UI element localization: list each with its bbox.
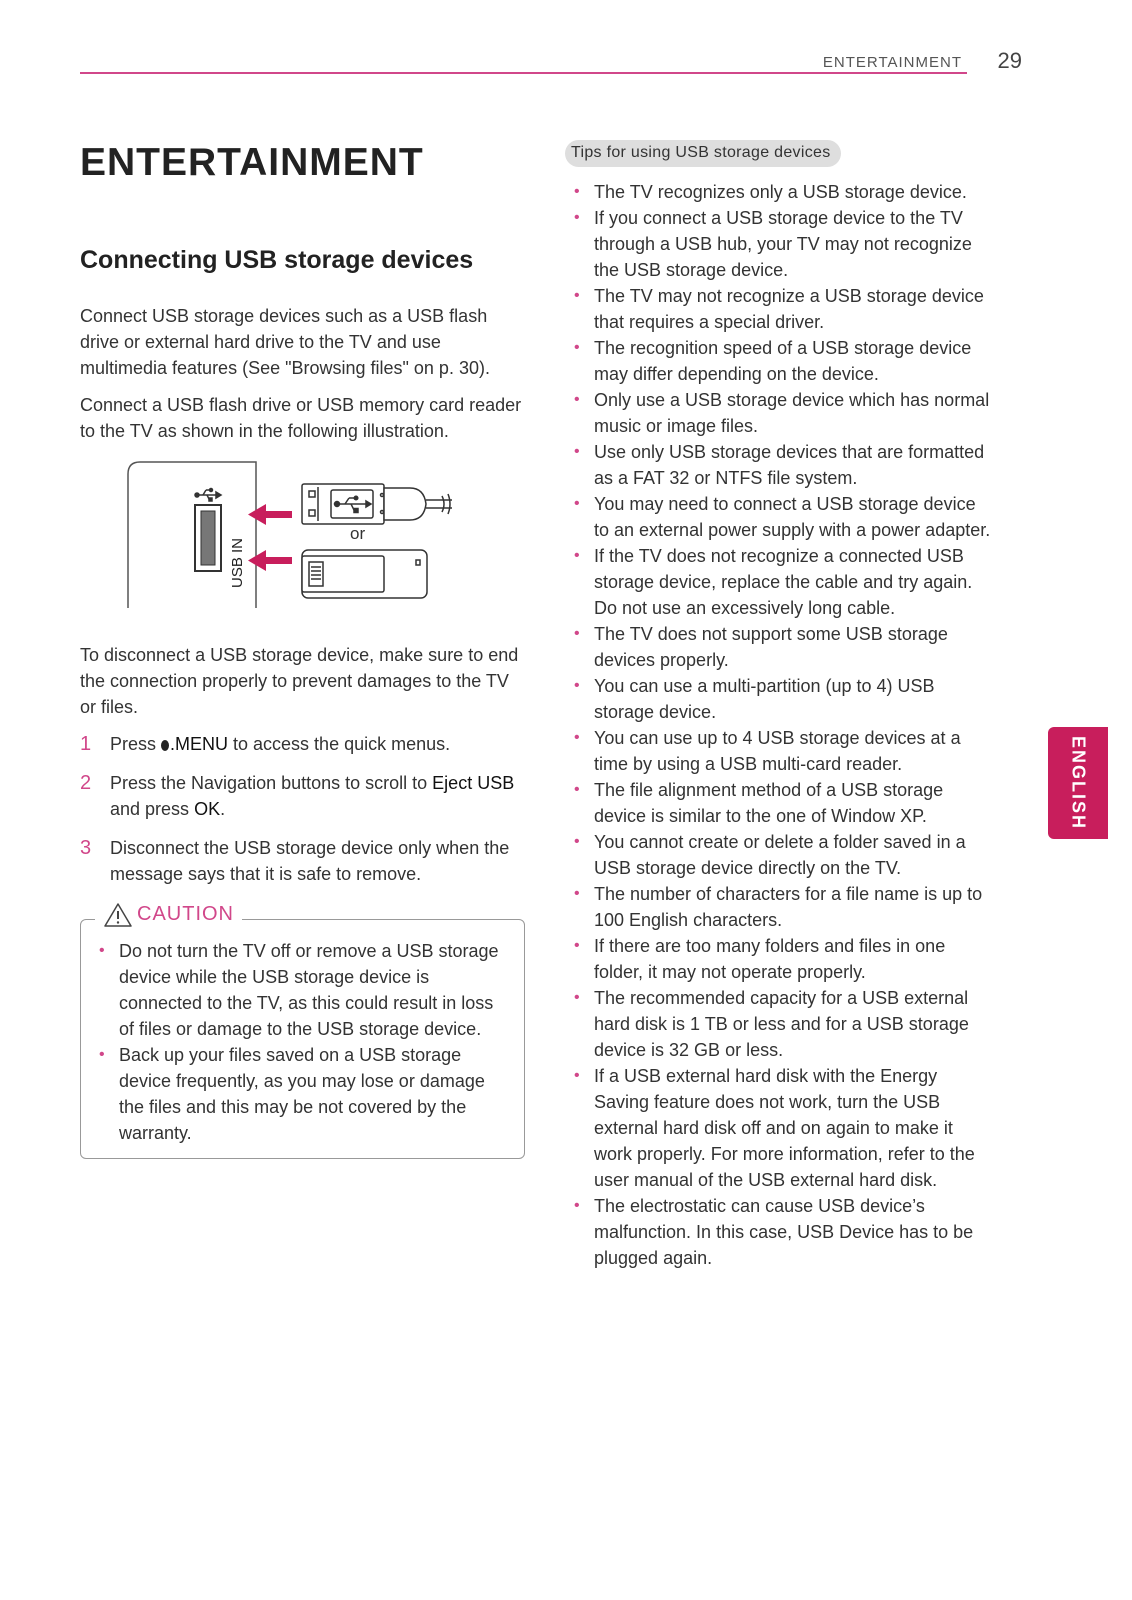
tip-item: • If the TV does not recognize a connected USB storage device, replace the cable and try again. Do not use an excessively long cable. — [574, 543, 995, 621]
step-text: and press — [110, 798, 195, 819]
step-text: to access the quick menus. — [228, 733, 451, 754]
caution-box — [80, 903, 525, 1159]
tips-heading: Tips for using USB storage devices — [565, 140, 841, 167]
ok-key: OK — [194, 798, 221, 819]
tip-item: • The file alignment method of a USB storage device is similar to the one of Window XP. — [574, 777, 995, 829]
warning-triangle-icon — [103, 902, 133, 928]
tip-item: • Use only USB storage devices that are formatted as a FAT 32 or NTFS file system. — [574, 439, 995, 491]
intro-paragraph: Connect USB storage devices such as a USB flash drive or external hard drive to the TV and use multimedia features (See "Browsing files" on p. 30). — [80, 305, 490, 378]
tip-item: • You may need to connect a USB storage device to an external power supply with a power adapter. — [574, 491, 995, 543]
header-section: ENTERTAINMENT — [822, 54, 962, 71]
step-item — [80, 731, 525, 757]
step-number: 1 — [80, 732, 92, 755]
header-rule — [80, 72, 967, 74]
caution-label: CAUTION — [137, 903, 234, 926]
disconnect-paragraph: To disconnect a USB storage device, make sure to end the connection properly to prevent damages to the TV or files. — [80, 644, 519, 717]
tip-item: • Only use a USB storage device which has normal music or image files. — [574, 387, 995, 439]
tip-item: • The electrostatic can cause USB device’s malfunction. In this case, USB Device has to be plugged again. — [574, 1193, 995, 1271]
section-subtitle: Connecting USB storage devices — [80, 245, 474, 274]
or-label: or — [350, 523, 366, 543]
usb-flash-drive-icon — [302, 550, 427, 598]
connect-paragraph: Connect a USB flash drive or USB memory card reader to the TV as shown in the following illustration. — [80, 394, 522, 441]
usb-in-label: USB IN — [229, 537, 246, 588]
tip-item: • The TV does not support some USB storage devices properly. — [574, 621, 995, 673]
step-text: Disconnect the USB storage device only when the message says that it is safe to remove. — [110, 837, 510, 884]
tip-item: • If a USB external hard disk with the Energy Saving feature does not work, turn the USB external hard disk off and on again to make it work properly. For more information, refer to the user manual of the USB external hard disk. — [574, 1063, 995, 1193]
disconnect-steps — [80, 731, 525, 887]
tip-item: • The recognition speed of a USB storage device may differ depending on the device. — [574, 335, 995, 387]
step-text: . — [220, 798, 226, 819]
caution-item: • Back up your files saved on a USB storage device frequently, as you may lose or damage the files and this may be not covered by the warranty. — [99, 1042, 506, 1146]
tip-item: • The number of characters for a file name is up to 100 English characters. — [574, 881, 995, 933]
step-text: Press the Navigation buttons to scroll to — [110, 772, 433, 793]
step-text: Press — [110, 733, 162, 754]
language-tab-label: ENGLISH — [1068, 735, 1089, 831]
tip-item: • If there are too many folders and files in one folder, it may not operate properly. — [574, 933, 995, 985]
tips-list — [574, 179, 995, 1271]
step-number: 3 — [80, 836, 92, 859]
menu-key: .MENU — [170, 733, 229, 754]
page-number: 29 — [997, 48, 1022, 73]
usb-illustration-graphic — [80, 460, 500, 630]
menu-dot-icon — [161, 740, 169, 751]
page-title: ENTERTAINMENT — [80, 141, 424, 184]
step-item — [80, 835, 525, 887]
usb-connection-illustration — [80, 460, 500, 630]
step-item — [80, 770, 525, 822]
arrow-icon — [248, 504, 292, 571]
usb-symbol-icon — [195, 488, 221, 501]
tip-item: • The recommended capacity for a USB external hard disk is 1 TB or less and for a USB storage device is 32 GB or less. — [574, 985, 995, 1063]
tip-item: • You can use a multi-partition (up to 4) USB storage device. — [574, 673, 995, 725]
tip-item: • You cannot create or delete a folder saved in a USB storage device directly on the TV. — [574, 829, 995, 881]
usb-cable-icon — [302, 484, 452, 524]
tip-item: • The TV may not recognize a USB storage device that requires a special driver. — [574, 283, 995, 335]
right-column — [565, 140, 995, 1271]
language-tab — [1048, 727, 1108, 839]
tip-item: • The TV recognizes only a USB storage device. — [574, 179, 995, 205]
page-header — [80, 48, 1022, 74]
eject-usb-key: Eject USB — [432, 772, 515, 793]
tip-item: • If you connect a USB storage device to the TV through a USB hub, your TV may not recognize the USB storage device. — [574, 205, 995, 283]
tip-item: • You can use up to 4 USB storage devices at a time by using a USB multi-card reader. — [574, 725, 995, 777]
left-column — [80, 140, 525, 1159]
caution-list — [99, 938, 506, 1146]
caution-item: • Do not turn the TV off or remove a USB storage device while the USB storage device is connected to the TV, as this could result in loss of files or damage to the USB storage device. — [99, 938, 506, 1042]
caution-header — [95, 902, 242, 928]
step-number: 2 — [80, 771, 92, 794]
